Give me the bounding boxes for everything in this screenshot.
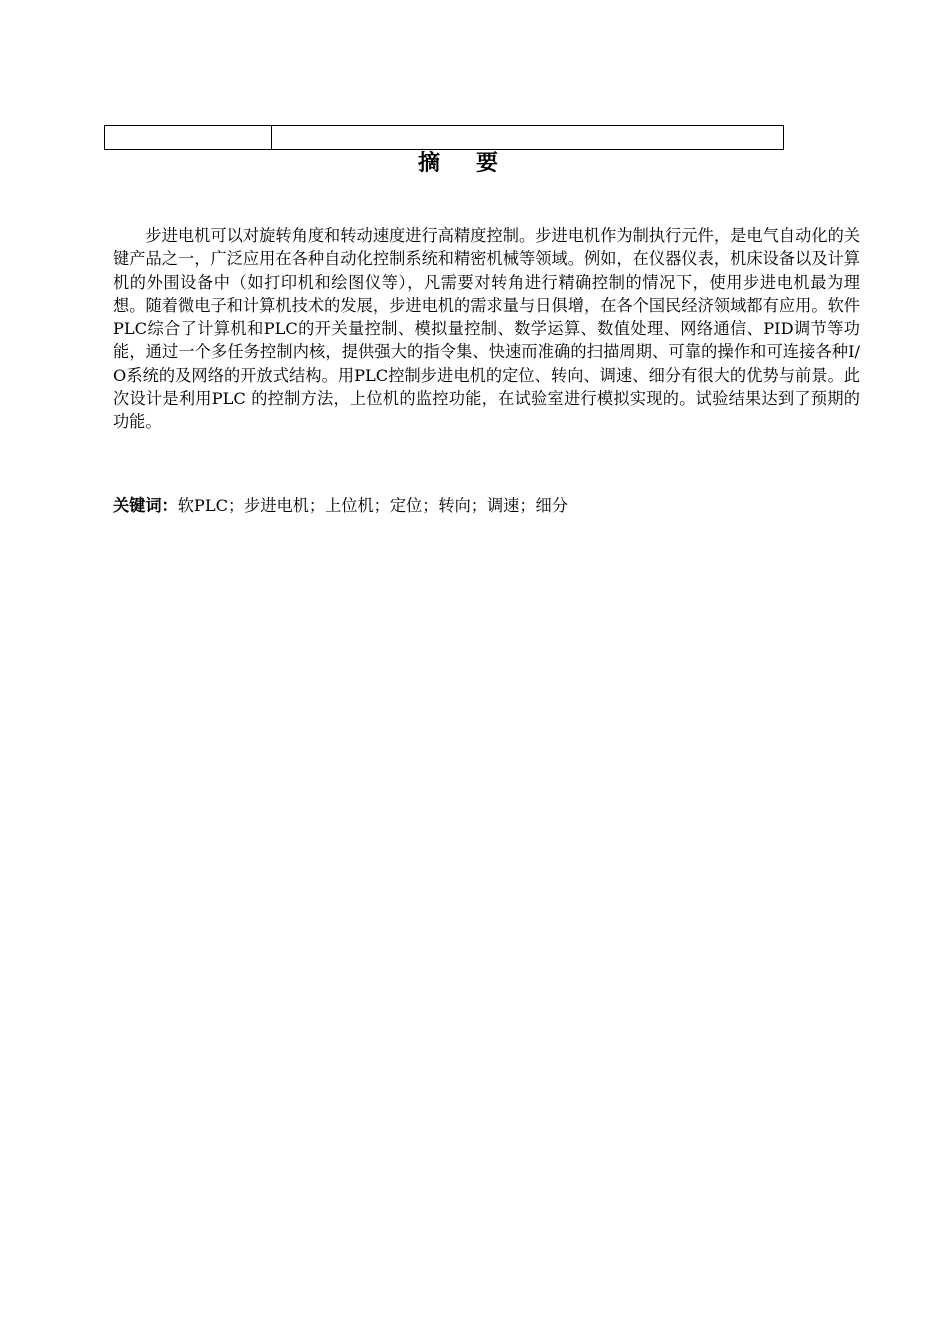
header-table-row — [105, 126, 784, 150]
page-title: 摘要 — [417, 151, 534, 176]
header-table — [104, 125, 784, 150]
keywords-line — [113, 494, 860, 517]
keywords-label: 关键词： — [113, 496, 178, 515]
abstract-paragraph: 步进电机可以对旋转角度和转动速度进行高精度控制。步进电机作为制执行元件，是电气自动化的关键产品之一，广泛应用在各种自动化控制系统和精密机械等领域。例如，在仪器仪表，机床设备以及计算机的外围设备中（如打印机和绘图仪等），凡需要对转角进行精确控制的情况下，使用步进电机最为理想。随着微电子和计算机技术的发展，步进电机的需求量与日俱增，在各个国民经济领域都有应用。软件PLC综合了计算机和PLC的开关量控制、模拟量控制、数学运算、数值处理、网络通信、PID调节等功能，通过一个多任务控制内核，提供强大的指令集、快速而准确的扫描周期、可靠的操作和可连接各种I/O系统的及网络的开放式结构。用PLC控制步进电机的定位、转向、调速、细分有很大的优势与前景。此次设计是利用PLC 的控制方法，上位机的监控功能，在试验室进行模拟实现的。试验结果达到了预期的功能。 — [113, 226, 860, 432]
keywords-text: 软PLC；步进电机；上位机；定位；转向；调速；细分 — [177, 496, 568, 515]
header-table-cell-right — [272, 126, 784, 150]
header-table-cell-left — [105, 126, 272, 150]
